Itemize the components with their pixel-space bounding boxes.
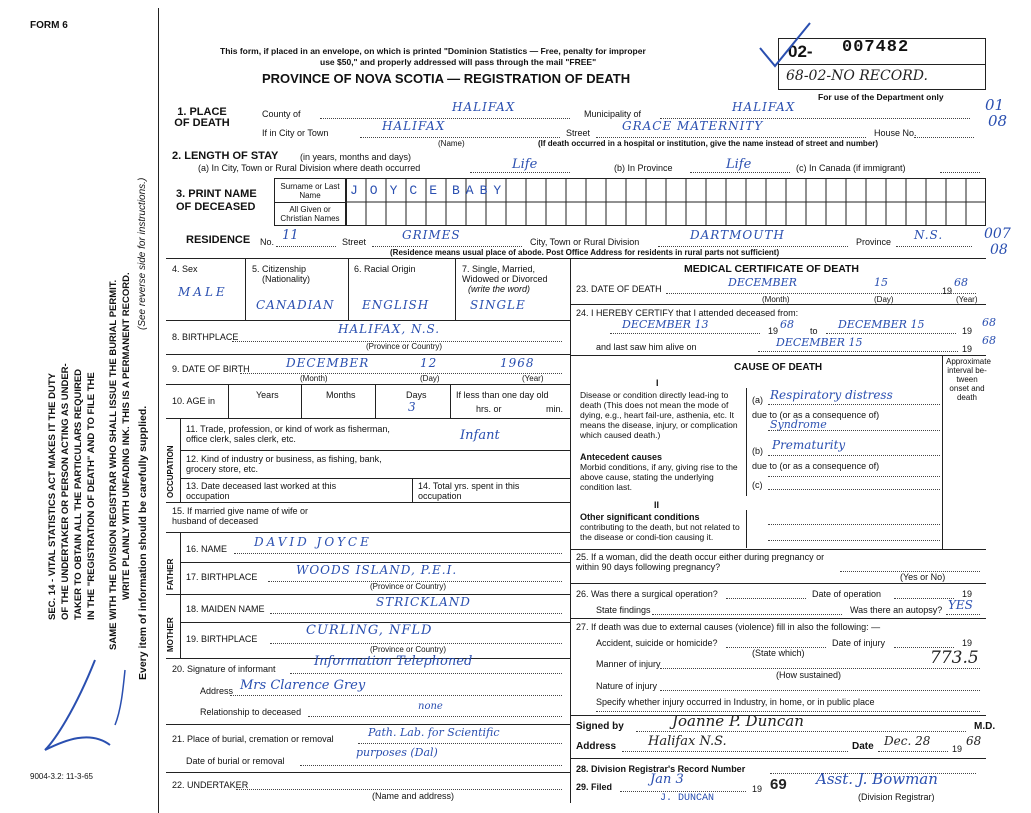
death-month: DECEMBER [728, 276, 797, 289]
row-16-line [166, 532, 570, 533]
dob-year: 1968 [500, 356, 535, 370]
residence-street-value: GRIMES [402, 228, 461, 242]
q18-line [270, 613, 562, 614]
op-date-line [894, 598, 954, 599]
autopsy-line [946, 614, 980, 615]
death-day-caption: (Day) [874, 295, 894, 304]
center-divider [570, 258, 571, 803]
side-text-5: SAME WITH THE DIVISION REGISTRAR WHO SHALL ISSUE THE BURIAL PERMIT. [108, 279, 119, 650]
municipality-label: Municipality of [584, 109, 642, 119]
stay-a-value: Life [512, 157, 538, 172]
nature-label: Nature of injury [596, 681, 658, 691]
row-24-line [570, 304, 986, 305]
autopsy-label: Was there an autopsy? [850, 605, 943, 615]
record-note: 68-02-NO RECORD. [786, 68, 928, 84]
due-to-label-a: due to (or as a consequence of) [752, 410, 880, 420]
q15-label: 15. If married give name of wife or husband of deceased [172, 506, 309, 526]
row-18-line [166, 594, 570, 595]
roman-1: I [656, 378, 659, 388]
form-title: PROVINCE OF NOVA SCOTIA — REGISTRATION OF DEATH [262, 71, 631, 86]
side-text-8: (See reverse side for instructions.) [137, 177, 148, 330]
signed-date-line [878, 751, 948, 752]
relationship-value: none [418, 701, 443, 712]
grid-top-line [166, 258, 986, 259]
manner-label: Manner of injury [596, 659, 661, 669]
name-label-divider [274, 202, 346, 203]
surname-value: JOYCE [350, 183, 450, 198]
q22-label: 22. UNDERTAKER [172, 780, 249, 790]
residence-street-line [372, 246, 522, 247]
residence-province-label: Province [856, 237, 892, 247]
autopsy-value: YES [948, 598, 973, 612]
stay-b-value: Life [726, 157, 752, 172]
residence-street-label: Street [342, 237, 367, 247]
dob-label: 9. DATE OF BIRTH [172, 364, 250, 374]
stay-b-line [690, 172, 790, 173]
row-21-line [166, 724, 570, 725]
pen-mark-icon [35, 650, 145, 760]
residence-province-line [896, 246, 972, 247]
from-line [610, 333, 760, 334]
cause-b-line [768, 455, 940, 456]
row-28-line [570, 758, 986, 759]
print-name-label: 3. PRINT NAME OF DECEASED [176, 188, 257, 213]
death-day: 15 [874, 276, 888, 289]
q21-line [358, 743, 562, 744]
q25-label: 25. If a woman, did the death occur either during pregnancy or within 90 days following pregnancy? [576, 552, 825, 572]
signed-label: Signed by [576, 721, 624, 732]
dob-month: DECEMBER [286, 356, 370, 370]
form-number: FORM 6 [30, 20, 68, 31]
row-11-line [166, 418, 570, 419]
cause-bracket [746, 388, 747, 496]
residence-label: RESIDENCE [186, 234, 251, 246]
county-label: County of [262, 109, 301, 119]
specify-label: Specify whether injury occurred in Industry, in home, or in public place [596, 697, 875, 707]
from-year-prefix: 19 [768, 326, 779, 336]
residence-code-2: 08 [990, 242, 1008, 258]
row-12-line [180, 450, 570, 451]
father-side-label: FATHER [166, 558, 175, 590]
residence-no-line [276, 246, 336, 247]
municipality-value: HALIFAX [732, 100, 796, 114]
age-col-4 [450, 384, 451, 418]
death-month-caption: (Month) [762, 295, 790, 304]
occupation-side-divider [180, 418, 181, 502]
signed-date-value: Dec. 28 [884, 734, 931, 748]
q12-label: 12. Kind of industry or business, as fishing, bank, grocery store, etc. [186, 454, 382, 474]
sex-value: MALE [178, 285, 228, 299]
reg-prefix: 02- [788, 42, 813, 61]
last-saw-label: and last saw him alive on [596, 342, 697, 352]
cause-c-label: (c) [752, 480, 763, 490]
q23-line [666, 293, 976, 294]
signed-year-prefix: 19 [952, 744, 963, 754]
q24-label: 24. I HEREBY CERTIFY that I attended deceased from: [576, 308, 799, 318]
cause-a-value: Respiratory distress [770, 388, 893, 402]
col-sex-divider [245, 258, 246, 320]
to-date: DECEMBER 15 [838, 318, 925, 331]
citizenship-sub: (Nationality) [262, 274, 311, 284]
signed-date-label: Date [852, 741, 874, 752]
row-15-line [166, 502, 570, 503]
side-text-6: WRITE PLAINLY WITH UNFADING INK. THIS IS A PERMANENT RECORD. [121, 272, 132, 600]
dob-line [240, 373, 562, 374]
col-cit-divider [348, 258, 349, 320]
death-year: 68 [954, 276, 968, 289]
filed-by: J. DUNCAN [660, 793, 715, 804]
filed-date: Jan 3 [650, 772, 684, 787]
q23-label: 23. DATE OF DEATH [576, 284, 662, 294]
length-of-stay-sub: (in years, months and days) [300, 152, 412, 162]
antecedent-label: Antecedent causes [580, 452, 663, 462]
residence-code-1: 007 [984, 226, 1011, 242]
q16-line [234, 553, 562, 554]
length-of-stay-label: 2. LENGTH OF STAY [172, 150, 279, 162]
envelope-note-1: This form, if placed in an envelope, on which is printed "Dominion Statistics — Free, penalty for improper [220, 46, 646, 56]
q14-divider [412, 478, 413, 502]
cause-b-label: (b) [752, 446, 763, 456]
envelope-note-2: use $50," and properly addressed will pass through the mail "FREE" [320, 57, 597, 67]
signed-year: 68 [966, 734, 982, 748]
age-col-3 [375, 384, 376, 418]
mother-maiden: STRICKLAND [376, 595, 471, 609]
row-25-line [570, 549, 986, 550]
row-26-line [570, 583, 986, 584]
age-col-2 [301, 384, 302, 418]
q20-line [290, 673, 562, 674]
birthplace-label: 8. BIRTHPLACE [172, 332, 239, 342]
to-label: to [810, 326, 818, 336]
state-findings-line [652, 614, 842, 615]
city-label: If in City or Town [262, 128, 329, 138]
county-value: HALIFAX [452, 100, 516, 114]
op-year-prefix: 19 [962, 589, 973, 599]
side-text-2: OF THE UNDERTAKER OR PERSON ACTING AS UNDER- [60, 363, 71, 620]
age-col-1 [228, 384, 229, 418]
last-year: 68 [982, 334, 996, 347]
row-27-line [570, 618, 986, 619]
cause-a2-value: Syndrome [770, 418, 827, 431]
side-text-1: SEC. 14 - VITAL STATISTICS ACT MAKES IT THE DUTY [47, 372, 58, 620]
city-line [360, 137, 560, 138]
q26-line [726, 598, 806, 599]
informant-signature: Information Telephoned [314, 654, 473, 669]
marital-label-3: (write the word) [468, 284, 531, 294]
signer-address-line [622, 751, 848, 752]
signed-value: Joanne P. Duncan [672, 712, 804, 730]
q29-line [620, 791, 746, 792]
cause-c-line [768, 489, 940, 490]
how-sustained-caption: (How sustained) [776, 670, 842, 680]
cause-b-value: Prematurity [772, 438, 846, 452]
last-saw-date: DECEMBER 15 [776, 336, 863, 349]
disease-label: Disease or condition directly lead-ing to death (This does not mean the mode of dying, e.g., heart fail-ure, asthenia, etc. It means the disease, injury, or complication which caused death.) [580, 390, 738, 440]
q26-label: 26. Was there a surgical operation? [576, 589, 718, 599]
cause-b2-line [768, 476, 940, 477]
q29-label: 29. Filed [576, 782, 613, 792]
row-22-line [166, 772, 570, 773]
residence-city-value: DARTMOUTH [690, 228, 785, 242]
burial-date-value: purposes (Dal) [356, 746, 438, 759]
dept-note: For use of the Department only [818, 92, 944, 102]
side-text-3: TAKER TO OBTAIN ALL THE PARTICULARS REQUIRED [73, 368, 84, 620]
check-mark-icon [755, 18, 815, 78]
stay-a-line [470, 172, 570, 173]
dob-year-caption: (Year) [522, 374, 544, 383]
dob-day: 12 [420, 356, 438, 370]
antecedent-sub: Morbid conditions, if any, giving rise to the above cause, stating the underlying condition last. [580, 462, 738, 492]
q19-label: 19. BIRTHPLACE [186, 634, 258, 644]
city-value: HALIFAX [382, 119, 446, 133]
registrar-signature: Asst. J. Bowman [816, 770, 938, 788]
signed-line [636, 731, 966, 732]
relationship-label: Relationship to deceased [200, 707, 302, 717]
q21-label: 21. Place of burial, cremation or removal [172, 734, 334, 744]
frame-left-border [158, 8, 159, 813]
informant-address-label: Address [200, 686, 234, 696]
less-one-day-label: If less than one day old [456, 390, 549, 400]
death-year-prefix: 19 [942, 286, 953, 296]
other-bracket [746, 510, 747, 548]
cause-a-label: (a) [752, 395, 763, 405]
informant-address: Mrs Clarence Grey [240, 678, 366, 693]
q13-label: 13. Date deceased last worked at this occupation [186, 481, 337, 501]
other-sub: contributing to the death, but not related to the disease or condi-tion causing it. [580, 522, 740, 542]
injury-date-label: Date of injury [832, 638, 886, 648]
name-caption: (Name) [438, 139, 465, 148]
residence-no-label: No. [260, 237, 275, 247]
from-date: DECEMBER 13 [622, 318, 709, 331]
q19-line [270, 643, 562, 644]
q11-label: 11. Trade, profession, or kind of work as fisherman, office clerk, sales clerk, etc. [186, 424, 390, 444]
stamp-number: 773.5 [930, 648, 979, 668]
side-text-4: IN THE "REGISTRATION OF DEATH" AND TO FILE THE [86, 372, 97, 620]
residence-no-value: 11 [282, 228, 299, 243]
yes-no-caption: (Yes or No) [900, 572, 946, 582]
q17-label: 17. BIRTHPLACE [186, 572, 258, 582]
to-year-prefix: 19 [962, 326, 973, 336]
q22-line [236, 789, 562, 790]
place-code-1: 01 [985, 96, 1005, 114]
marital-label-2: Widowed or Divorced [462, 274, 548, 284]
father-name: DAVID JOYCE [254, 535, 372, 549]
q11-value: Infant [460, 428, 500, 443]
age-label: 10. AGE in [172, 396, 216, 406]
dob-day-caption: (Day) [420, 374, 440, 383]
days-caption: Days [406, 390, 427, 400]
mother-side-label: MOTHER [166, 617, 175, 652]
interval-divider [942, 355, 943, 549]
given-label: All Given or Christian Names [280, 205, 340, 223]
mother-birth-caption: (Province or Country) [370, 645, 447, 654]
mother-birthplace: CURLING, NFLD [306, 623, 433, 638]
cause-a2-line [768, 430, 940, 431]
from-year: 68 [780, 318, 794, 331]
residence-city-line [658, 246, 848, 247]
street-line [596, 137, 866, 138]
months-caption: Months [326, 390, 356, 400]
filed-year: 69 [770, 776, 787, 793]
house-label: House No. [874, 128, 917, 138]
burial-date-line [300, 765, 562, 766]
parents-side-divider [180, 532, 181, 658]
citizenship-label: 5. Citizenship [252, 264, 307, 274]
days-value: 3 [408, 400, 416, 414]
state-which-caption: (State which) [752, 648, 805, 658]
undertaker-caption: (Name and address) [372, 791, 455, 801]
years-caption: Years [256, 390, 279, 400]
hrs-label: hrs. or [476, 404, 502, 414]
manner-line [660, 668, 980, 669]
medical-title: MEDICAL CERTIFICATE OF DEATH [684, 263, 859, 275]
side-text-7: Every item of information should be carefully supplied. [137, 405, 149, 680]
roman-2: II [654, 500, 660, 510]
stay-c-line [940, 172, 980, 173]
cause-title: CAUSE OF DEATH [734, 362, 823, 373]
street-value: GRACE MATERNITY [622, 119, 764, 133]
row-13-line [180, 478, 570, 479]
sex-label: 4. Sex [172, 264, 198, 274]
row-9-line [166, 354, 570, 355]
q20-label: 20. Signature of informant [172, 664, 276, 674]
q16-label: 16. NAME [186, 544, 228, 554]
row-8-line [166, 320, 570, 321]
to-year: 68 [982, 316, 996, 329]
reg-number: 007482 [842, 38, 910, 57]
institution-note: (If death occurred in a hospital or institution, give the name instead of street and number) [538, 139, 879, 148]
q28-label: 28. Division Registrar's Record Number [576, 764, 746, 774]
stay-c-label: (c) In Canada (if immigrant) [796, 163, 906, 173]
marital-value: SINGLE [470, 298, 526, 312]
citizenship-value: CANADIAN [256, 298, 335, 312]
house-line [914, 137, 974, 138]
md-label: M.D. [974, 721, 996, 732]
injury-year-prefix: 19 [962, 638, 973, 648]
father-birthplace: WOODS ISLAND, P.E.I. [296, 563, 458, 577]
form-code: 9004-3.2: 11-3-65 [30, 772, 94, 781]
burial-place: Path. Lab. for Scientific [368, 726, 500, 739]
dob-month-caption: (Month) [300, 374, 328, 383]
residence-province-value: N.S. [914, 228, 944, 242]
registrar-caption: (Division Registrar) [858, 792, 935, 802]
death-year-caption: (Year) [956, 295, 978, 304]
col-race-divider [455, 258, 456, 320]
nature-line [660, 690, 980, 691]
other-line-2 [768, 540, 940, 541]
residence-note: (Residence means usual place of abode. Post Office Address for residents in rural parts not sufficient) [390, 248, 780, 257]
cause-top-line [570, 355, 986, 356]
racial-label: 6. Racial Origin [354, 264, 416, 274]
occupation-side-label: OCCUPATION [166, 445, 175, 498]
relationship-line [308, 716, 562, 717]
marital-label-1: 7. Single, Married, [462, 264, 536, 274]
filed-year-prefix: 19 [752, 784, 763, 794]
last-saw-line [758, 351, 958, 352]
residence-city-label: City, Town or Rural Division [530, 237, 640, 247]
cause-a-line [768, 404, 940, 405]
racial-value: ENGLISH [362, 298, 430, 312]
father-birth-caption: (Province or Country) [370, 582, 447, 591]
birthplace-value: HALIFAX, N.S. [338, 322, 441, 336]
informant-address-line [230, 695, 562, 696]
signer-address-label: Address [576, 741, 617, 752]
q14-label: 14. Total yrs. spent in this occupation [418, 481, 520, 501]
state-findings-label: State findings [596, 605, 651, 615]
due-to-label-b: due to (or as a consequence of) [752, 461, 880, 471]
other-line-1 [768, 524, 940, 525]
row-10-line [166, 384, 570, 385]
stay-a-label: (a) In City, Town or Rural Division where death occurred [198, 163, 421, 173]
place-code-2: 08 [988, 112, 1008, 130]
birthplace-caption: (Province or Country) [366, 342, 443, 351]
burial-date-label: Date of burial or removal [186, 756, 285, 766]
other-label: Other significant conditions [580, 512, 700, 522]
interval-label: Approximate interval be-tween onset and death [946, 357, 991, 402]
op-date-label: Date of operation [812, 589, 882, 599]
signer-address-value: Halifax N.S. [648, 734, 727, 749]
min-label: min. [546, 404, 564, 414]
to-line [826, 333, 956, 334]
q18-label: 18. MAIDEN NAME [186, 604, 265, 614]
q27-label: 27. If death was due to external causes (violence) fill in also the following: — [576, 622, 881, 632]
street-label: Street [566, 128, 591, 138]
given-value: BABY [452, 183, 508, 198]
last-year-prefix: 19 [962, 344, 973, 354]
accident-label: Accident, suicide or homicide? [596, 638, 718, 648]
stay-b-label: (b) In Province [614, 163, 673, 173]
surname-label: Surname or Last Name [280, 182, 340, 200]
place-of-death-label: 1. PLACE OF DEATH [174, 106, 230, 129]
